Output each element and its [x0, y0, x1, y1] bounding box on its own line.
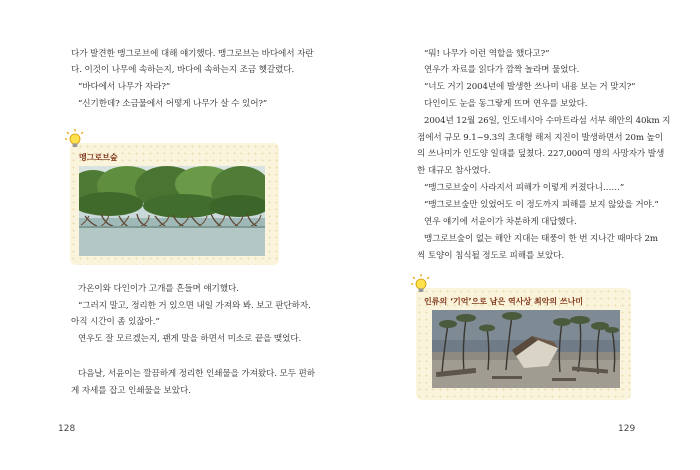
box-title: 인류의 ‘기억’으로 남은 역사상 최악의 쓰나미 [424, 297, 584, 306]
dialogue-line: “너도 거기 2004년에 발생한 쓰나미 내용 보는 거 맞지?” [424, 82, 636, 92]
paragraph-line: 다인이도 눈을 동그랗게 뜨며 연우를 보았다. [424, 99, 588, 109]
dialogue-line: “뭐! 나무가 이런 역할을 했다고?” [424, 49, 550, 59]
dialogue-line: “바다에서 나무가 자라?” [78, 82, 171, 92]
mangrove-photo [79, 166, 265, 256]
paragraph-line: 게 자세를 잡고 인쇄물을 보았다. [71, 386, 191, 396]
dialogue-line: 아직 시간이 좀 있잖아.” [71, 317, 160, 327]
paragraph-line: 연우가 자료를 읽다가 깜짝 놀라며 물었다. [424, 65, 580, 75]
paragraph-line: 점에서 규모 9.1~9.3의 초대형 해저 지진이 발생하면서 20m 높이 [417, 133, 663, 143]
dialogue-line: “맹그로브숲이 사라지서 피해가 이렇게 커졌다니……” [424, 183, 625, 193]
dialogue-line: “신기한데? 소금물에서 어떻게 나무가 살 수 있어?” [78, 99, 268, 109]
paragraph-line: 의 쓰나미가 인도양 일대를 덮쳤다. 227,000여 명의 사망자가 발생 [417, 149, 665, 159]
paragraph-line: 맹그로브숲이 없는 해안 지대는 태풍이 한 번 지나간 때마다 2m [424, 234, 658, 244]
paragraph-line: 가온이와 다인이가 고개를 흔들며 얘기했다. [78, 284, 239, 294]
lightbulb-icon [64, 128, 86, 150]
box-title: 맹그로브숲 [79, 153, 118, 162]
paragraph-line: 연우 얘기에 서윤이가 차분하게 대답했다. [424, 217, 577, 227]
right-page [350, 0, 700, 470]
page-number: 129 [618, 424, 636, 434]
dialogue-line: “그러지 말고, 정리한 거 있으면 내일 가져와 봐. 보고 판단하자. [78, 301, 311, 311]
tsunami-photo [432, 310, 620, 388]
paragraph-line: 다음날, 서윤이는 깔끔하게 정리한 인쇄물을 가져왔다. 모두 편하 [78, 369, 315, 379]
page-number: 128 [58, 424, 76, 434]
paragraph-line: 다가 발견한 맹그로브에 대해 얘기했다. 맹그로브는 바다에서 자란 [71, 49, 314, 59]
paragraph-line: 연우도 잘 모르겠는지, 괜게 말을 하면서 미소로 끝을 맺었다. [78, 334, 302, 344]
lightbulb-icon [410, 273, 432, 295]
paragraph-line: 한 대규모 참사였다. [417, 166, 491, 176]
paragraph-line: 다. 이것이 나무에 속하는지, 바다에 속하는지 조금 헷갈렸다. [71, 65, 295, 75]
paragraph-line: 씩 토양이 침식될 정도로 피해를 보았다. [417, 251, 565, 261]
dialogue-line: “맹그로브숲만 있었어도 이 정도까지 피해를 보지 않았을 거야.” [424, 200, 659, 210]
paragraph-line: 2004년 12월 26일, 인도네시아 수마트라섬 서부 해안의 40km 지 [424, 116, 671, 126]
